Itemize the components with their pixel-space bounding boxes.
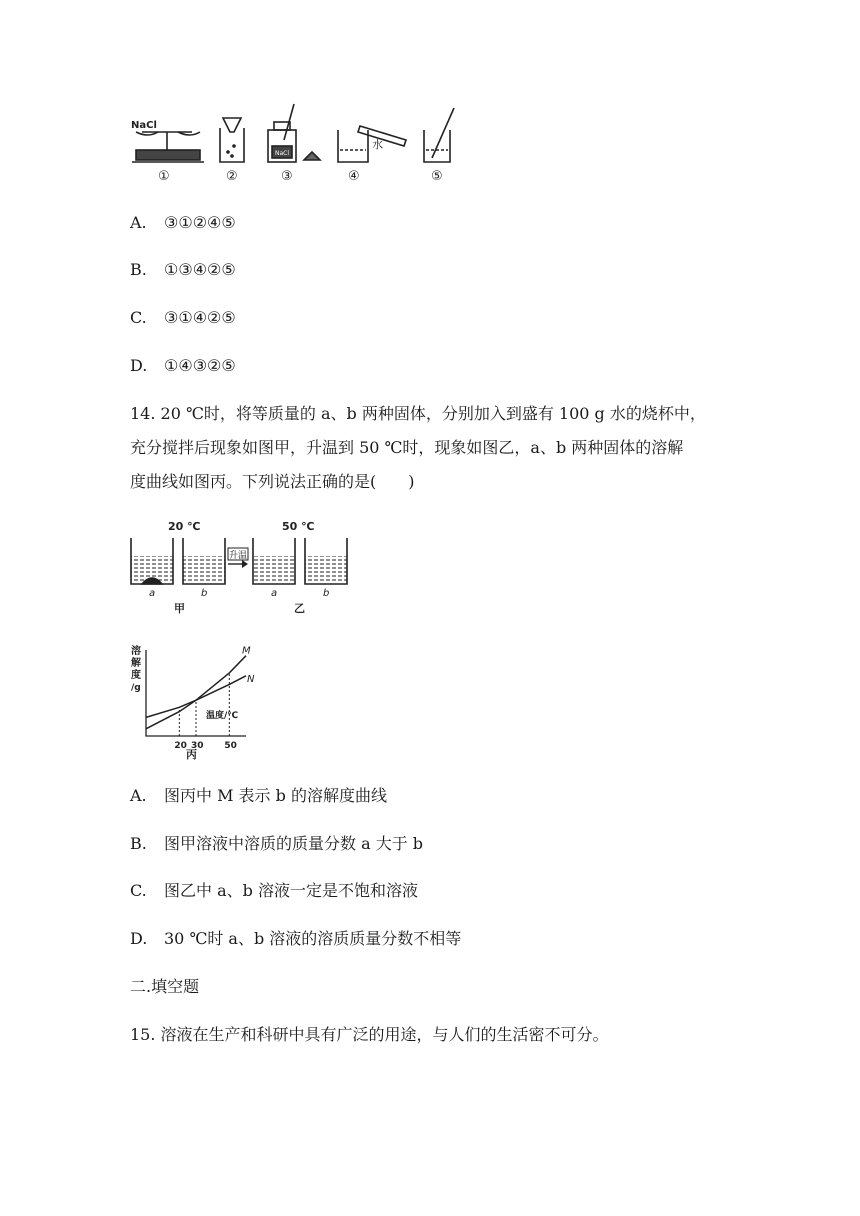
beaker-a-yi xyxy=(253,538,295,584)
q14-stem-line1: 14. 20 ℃时，将等质量的 a、b 两种固体，分别加入到盛有 100 g 水的烧杯中， xyxy=(130,404,706,423)
q14-option-b xyxy=(130,834,423,854)
ylabel-char-3: 度 xyxy=(131,670,141,681)
option-letter: B. xyxy=(130,834,147,853)
option-text: ①③④②⑤ xyxy=(164,260,236,279)
heat-label: 升温 xyxy=(229,551,248,561)
q13-apparatus-svg xyxy=(128,100,458,186)
ylabel-char-1: 溶 xyxy=(131,646,141,657)
beaker-a-label: a xyxy=(271,588,278,599)
option-letter: C. xyxy=(130,881,147,900)
q14-option-d xyxy=(130,929,461,949)
step-1: ① xyxy=(158,169,170,184)
nacl-label: NaCl xyxy=(131,120,157,131)
option-letter: A. xyxy=(130,786,147,805)
q14-stem-line3: 度曲线如图丙。下列说法正确的是( ) xyxy=(130,472,415,491)
option-text: 图甲溶液中溶质的质量分数 a 大于 b xyxy=(164,834,424,853)
x-axis-label: 温度/℃ xyxy=(206,711,239,721)
stirring-icon xyxy=(424,108,454,162)
beaker-a-jia xyxy=(131,538,173,584)
bottle-label: NaCl xyxy=(275,150,290,157)
option-text: 图乙中 a、b 溶液一定是不饱和溶液 xyxy=(164,881,418,900)
beaker-funnel-icon xyxy=(220,118,244,162)
beaker-b-label: b xyxy=(201,588,208,599)
chart-ticks xyxy=(174,741,237,751)
beaker-b-jia xyxy=(183,538,225,584)
q15-stem: 15. 溶液在生产和科研中具有广泛的用途，与人们的生活密不可分。 xyxy=(130,1025,609,1044)
option-text: 30 ℃时 a、b 溶液的溶质质量分数不相等 xyxy=(164,929,462,948)
solubility-chart-svg xyxy=(128,640,258,762)
option-text: ①④③②⑤ xyxy=(164,356,236,375)
section-heading: 二.填空题 xyxy=(130,977,200,996)
q13-option-d xyxy=(130,356,236,376)
q13-option-a xyxy=(130,213,236,233)
temp-50-label: 50 ℃ xyxy=(282,520,315,533)
ylabel-char-4: /g xyxy=(131,683,141,693)
caption-yi: 乙 xyxy=(294,602,305,615)
q14-option-a xyxy=(130,786,387,806)
option-letter: D. xyxy=(130,356,148,375)
step-3: ③ xyxy=(281,169,293,184)
curve-n-label: N xyxy=(247,673,255,685)
option-letter: C. xyxy=(130,308,147,327)
x-tick-label: 50 xyxy=(224,741,237,751)
temp-20-label: 20 ℃ xyxy=(168,520,201,533)
step-5: ⑤ xyxy=(431,169,443,184)
balance-icon xyxy=(132,132,204,162)
ylabel-char-2: 解 xyxy=(131,658,141,669)
option-text: 图丙中 M 表示 b 的溶解度曲线 xyxy=(164,786,387,805)
step-4: ④ xyxy=(348,169,360,184)
q14-beaker-figure xyxy=(128,518,448,618)
x-tick-label: 20 xyxy=(174,741,187,751)
beakers-svg xyxy=(128,518,448,618)
x-tick-label: 30 xyxy=(191,741,204,751)
solubility-chart xyxy=(128,640,258,762)
beaker-b-label: b xyxy=(323,588,330,599)
option-letter: B. xyxy=(130,260,147,279)
water-label: 水 xyxy=(372,138,383,151)
option-letter: A. xyxy=(130,213,147,232)
caption-bing: 丙 xyxy=(186,748,197,761)
curve-m-label: M xyxy=(242,645,251,657)
option-letter: D. xyxy=(130,929,148,948)
q13-option-b xyxy=(130,260,236,280)
q14-stem-line2: 充分搅拌后现象如图甲，升温到 50 ℃时，现象如图乙，a、b 两种固体的溶解 xyxy=(130,438,684,457)
beaker-a-label: a xyxy=(149,588,156,599)
beaker-b-yi xyxy=(305,538,347,584)
option-text: ③①④②⑤ xyxy=(164,308,236,327)
caption-jia: 甲 xyxy=(174,602,185,615)
q13-option-c xyxy=(130,308,236,328)
q13-figure xyxy=(128,100,458,186)
option-text: ③①②④⑤ xyxy=(164,213,236,232)
step-2: ② xyxy=(226,169,238,184)
q14-option-c xyxy=(130,881,418,901)
